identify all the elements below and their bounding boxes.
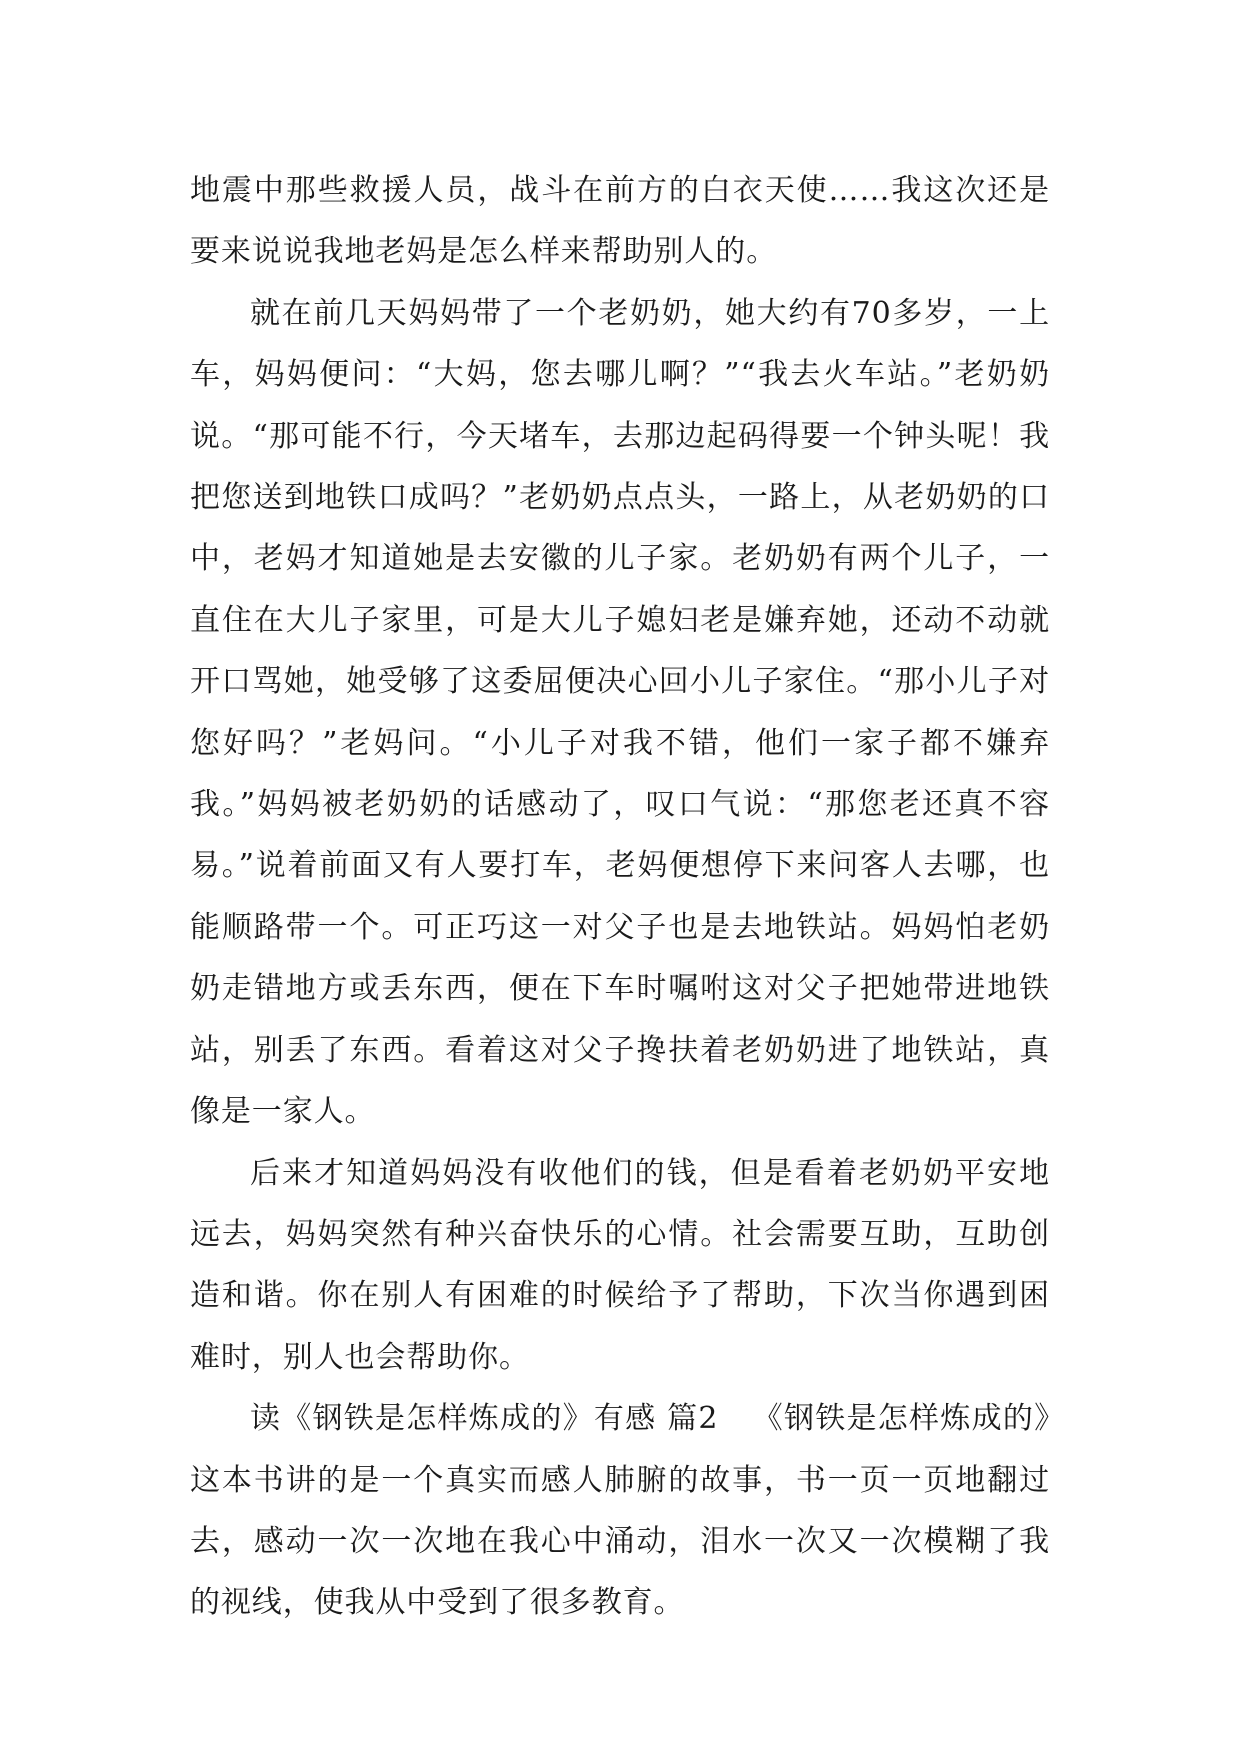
section-body: 《钢铁是怎样炼成的》这本书讲的是一个真实而感人肺腑的故事，书一页一页地翻过去，感动一次一次地在我心中涌动，泪水一次又一次模糊了我的视线，使我从中受到了很多教育。 <box>190 1401 1050 1621</box>
paragraph-2: 就在前几天妈妈带了一个老奶奶，她大约有70多岁，一上车，妈妈便问：“大妈，您去哪儿啊？”“我去火车站。”老奶奶说。“那可能不行，今天堵车，去那边起码得要一个钟头呢！我把您送到地铁口成吗？”老奶奶点点头，一路上，从老奶奶的口中，老妈才知道她是去安徽的儿子家。老奶奶有两个儿子，一直住在大儿子家里，可是大儿子媳妇老是嫌弃她，还动不动就开口骂她，她受够了这委屈便决心回小儿子家住。“那小儿子对您好吗？”老妈问。“小儿子对我不错，他们一家子都不嫌弃我。”妈妈被老奶奶的话感动了，叹口气说：“那您老还真不容易。”说着前面又有人要打车，老妈便想停下来问客人去哪，也能顺路带一个。可正巧这一对父子也是去地铁站。妈妈怕老奶奶走错地方或丢东西，便在下车时嘱咐这对父子把她带进地铁站，别丢了东西。看着这对父子搀扶着老奶奶进了地铁站，真像是一家人。 <box>190 295 1050 1130</box>
paragraph-3: 后来才知道妈妈没有收他们的钱，但是看着老奶奶平安地远去，妈妈突然有种兴奋快乐的心情。社会需要互助，互助创造和谐。你在别人有困难的时候给予了帮助，下次当你遇到困难时，别人也会帮助你。 <box>190 1155 1050 1375</box>
document-body <box>190 160 1050 1634</box>
paragraph-1: 地震中那些救援人员，战斗在前方的白衣天使……我这次还是要来说说我地老妈是怎么样来帮助别人的。 <box>190 173 1050 270</box>
paragraph-4 <box>190 1388 1050 1634</box>
section-heading: 读《钢铁是怎样炼成的》有感 篇2 <box>250 1401 719 1437</box>
